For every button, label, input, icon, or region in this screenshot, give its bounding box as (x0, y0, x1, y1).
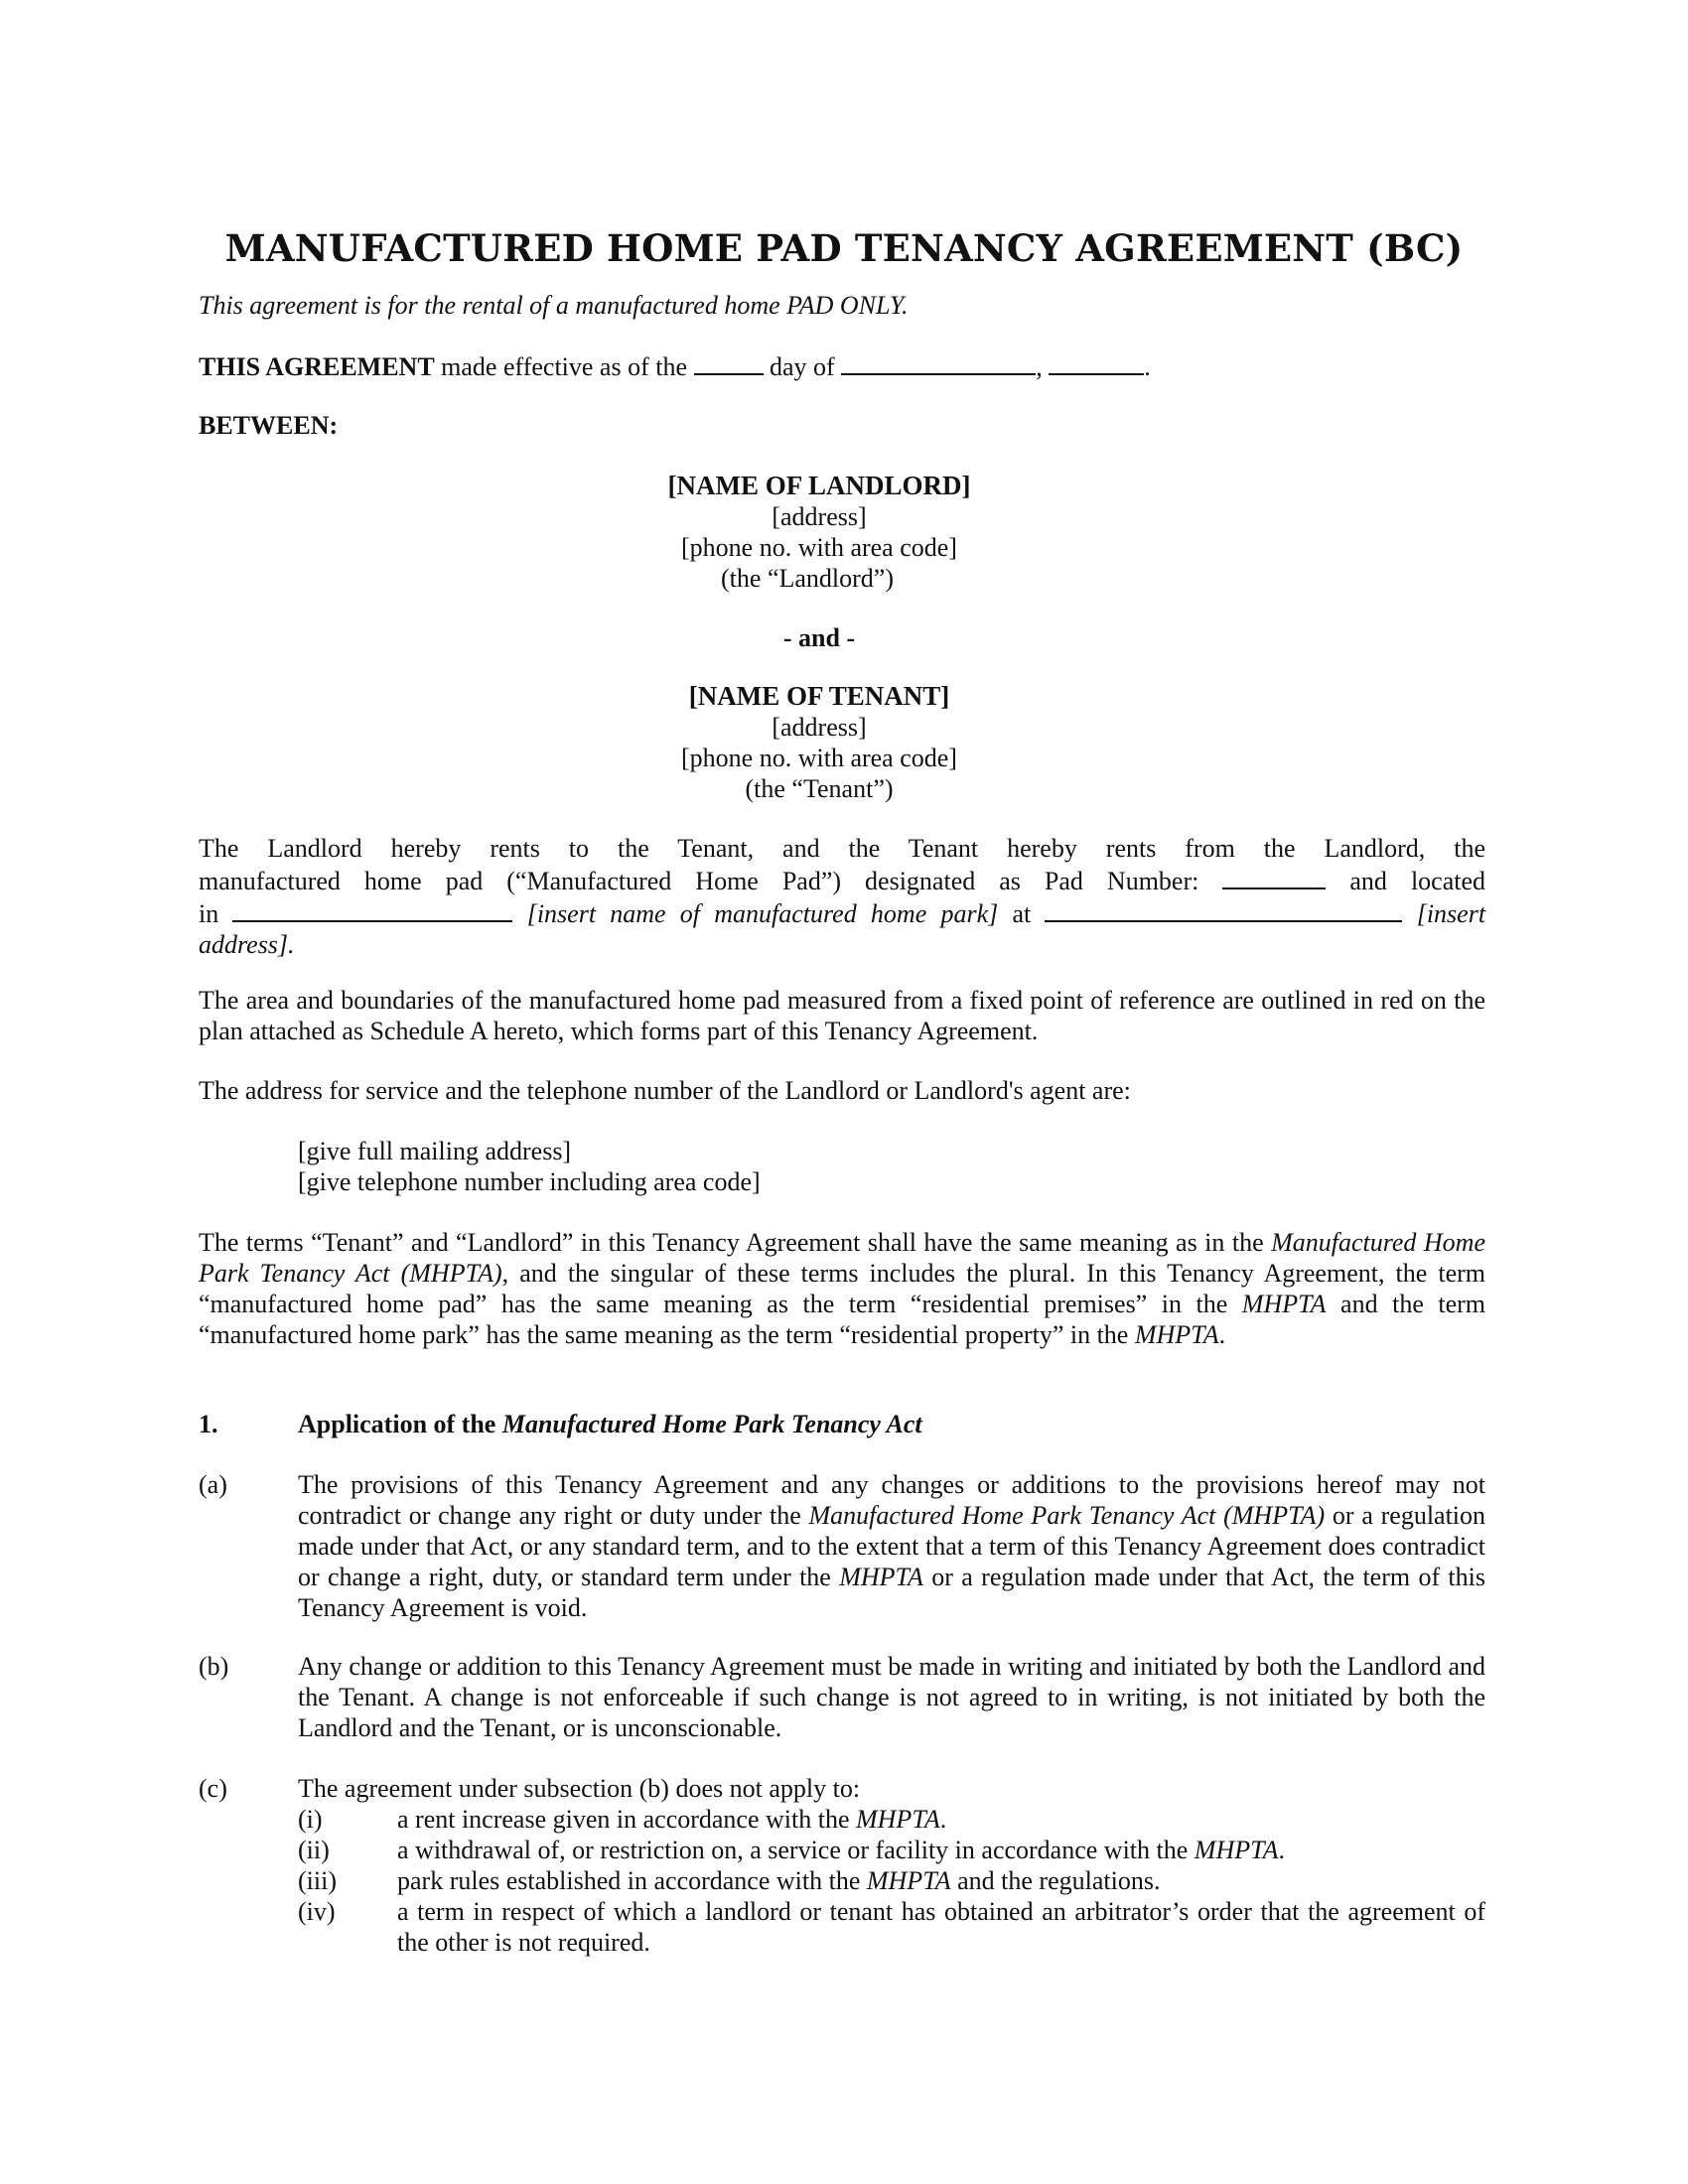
terms-paragraph (199, 1227, 1485, 1350)
terms-mhpta-2: MHPTA (1134, 1320, 1219, 1349)
section-1-heading (298, 1409, 922, 1439)
clause-c-item-label: (iv) (298, 1897, 336, 1926)
tenant-phone: [phone no. with area code] (681, 744, 957, 772)
clause-a-text-1: The provisions of this Tenancy Agreement and any changes or additions to the provisions hereof may not contradict or change any right or duty under the (298, 1470, 1485, 1530)
clause-a-label: (a) (199, 1470, 227, 1499)
effective-period: . (1144, 352, 1151, 381)
area-paragraph: The area and boundaries of the manufactured home pad measured from a fixed point of reference are outlined in red on the plan attached as Schedule A hereto, which forms part of this Tenancy Agreement. (199, 986, 1485, 1045)
terms-act: Manufactured Home Park Tenancy Act (MHPTA) (199, 1228, 1485, 1288)
clause-c-item-label: (i) (298, 1805, 323, 1834)
section-1-heading-act: Manufactured Home Park Tenancy Act (501, 1410, 922, 1438)
rent-line-2a: manufactured home pad (“Manufactured Home Pad”) designated as Pad Number: (199, 867, 1199, 895)
effective-comma: , (1036, 352, 1043, 381)
clause-c-item-post: . (939, 1805, 947, 1834)
clause-c-item-text: park rules established in accordance with the (397, 1866, 861, 1895)
tenant-block (496, 681, 1142, 804)
clause-c-item-post: and the regulations. (957, 1866, 1161, 1895)
day-blank[interactable] (694, 349, 764, 375)
section-1-number: 1. (199, 1410, 218, 1438)
clause-c-item-text: a withdrawal of, or restriction on, a service or facility in accordance with the (397, 1836, 1189, 1864)
clause-a-act: Manufactured Home Park Tenancy Act (MHPTA) (808, 1501, 1326, 1530)
clause-c-item: a term in respect of which a landlord or tenant has obtained an arbitrator’s order that the agreement of the other is not required. (397, 1897, 1485, 1957)
landlord-name: [NAME OF LANDLORD] (667, 471, 971, 500)
clause-c-item (397, 1865, 1160, 1896)
rent-line-3c: at (1012, 899, 1032, 928)
landlord-defined: (the “Landlord”) (721, 564, 894, 593)
clause-a-text-3: or a regulation made under that Act, the term of this Tenancy Agreement is void. (298, 1563, 1486, 1622)
clause-c-label: (c) (199, 1774, 227, 1803)
terms-text-1: The terms “Tenant” and “Landlord” in this Tenancy Agreement shall have the same meaning as in the (199, 1228, 1264, 1257)
document-title: MANUFACTURED HOME PAD TENANCY AGREEMENT (BC) (224, 226, 1464, 270)
effective-text-2: day of (770, 352, 835, 381)
clause-c-item-post: . (1278, 1836, 1286, 1864)
year-blank[interactable] (1049, 349, 1144, 375)
rent-paragraph (199, 833, 1485, 960)
rent-line-3a: in (199, 899, 219, 928)
clause-c-item (397, 1835, 1285, 1865)
section-1-heading-text: Application of the (298, 1410, 496, 1438)
clause-b-label: (b) (199, 1652, 229, 1681)
clause-c-item-text: a rent increase given in accordance with the (397, 1805, 850, 1834)
clause-c-text: The agreement under subsection (b) does not apply to: (298, 1774, 861, 1803)
tenant-defined: (the “Tenant”) (745, 774, 894, 803)
clause-c-item-act: MHPTA (866, 1866, 951, 1895)
tenant-address: [address] (772, 713, 867, 742)
intro-note: This agreement is for the rental of a manufactured home PAD ONLY. (199, 291, 909, 320)
service-address: [give full mailing address] (298, 1137, 572, 1165)
clause-c-item-act: MHPTA (1194, 1836, 1279, 1864)
service-phone: [give telephone number including area code] (298, 1167, 761, 1196)
rent-line-1: The Landlord hereby rents to the Tenant, and the Tenant hereby rents from the Landlord, the (199, 834, 1485, 863)
rent-line-4: address]. (199, 930, 295, 959)
clause-c-item-act: MHPTA (856, 1805, 940, 1834)
effective-text-1: made effective as of the (441, 352, 688, 381)
park-address-blank[interactable] (1045, 896, 1402, 922)
terms-text-4: . (1218, 1320, 1226, 1349)
between-label: BETWEEN: (199, 411, 339, 440)
effective-line (199, 349, 1151, 382)
service-paragraph: The address for service and the telephone number of the Landlord or Landlord's agent are: (199, 1076, 1131, 1105)
and-separator: - and - (782, 623, 856, 652)
tenant-name: [NAME OF TENANT] (688, 681, 950, 711)
landlord-block (496, 471, 1142, 594)
landlord-address: [address] (772, 502, 867, 531)
rent-line-2b: and located (1349, 867, 1486, 895)
rent-line-3 (199, 896, 1485, 929)
month-blank[interactable] (841, 349, 1036, 375)
pad-number-blank[interactable] (1222, 864, 1326, 889)
clause-c-item (397, 1804, 946, 1835)
clause-a-text-2: or a regulation made under that Act, or any standard term, and to the extent that a term of this Tenancy Agreement does contradict or change a right, duty, or standard term under the (298, 1501, 1486, 1591)
park-name-blank[interactable] (232, 896, 512, 922)
clause-c-item-label: (ii) (298, 1836, 330, 1864)
clause-c-item-label: (iii) (298, 1866, 337, 1895)
clause-b-text: Any change or addition to this Tenancy Agreement must be made in writing and initiated by both the Landlord and the Tenant. A change is not enforceable if such change is not agreed to in writing, is not initiated by both the Landlord and the Tenant, or is unconscionable. (298, 1652, 1485, 1742)
rent-line-3b: [insert name of manufactured home park] (526, 899, 999, 928)
clause-a-text (298, 1469, 1485, 1623)
effective-lead: THIS AGREEMENT (199, 352, 435, 381)
landlord-phone: [phone no. with area code] (681, 533, 957, 562)
terms-text-3: and the term “manufactured home park” has the same meaning as the term “residential property” in the (199, 1290, 1486, 1349)
clause-a-mhpta: MHPTA (839, 1563, 923, 1591)
service-lines (298, 1136, 761, 1197)
terms-text-2: , and the singular of these terms includes the plural. In this Tenancy Agreement, the term “manufactured home pad” has the same meaning as the term “residential premises” in the (199, 1259, 1485, 1318)
rent-line-3d: [insert (1416, 899, 1486, 928)
rent-line-2 (199, 864, 1485, 896)
terms-mhpta-1: MHPTA (1241, 1290, 1327, 1318)
